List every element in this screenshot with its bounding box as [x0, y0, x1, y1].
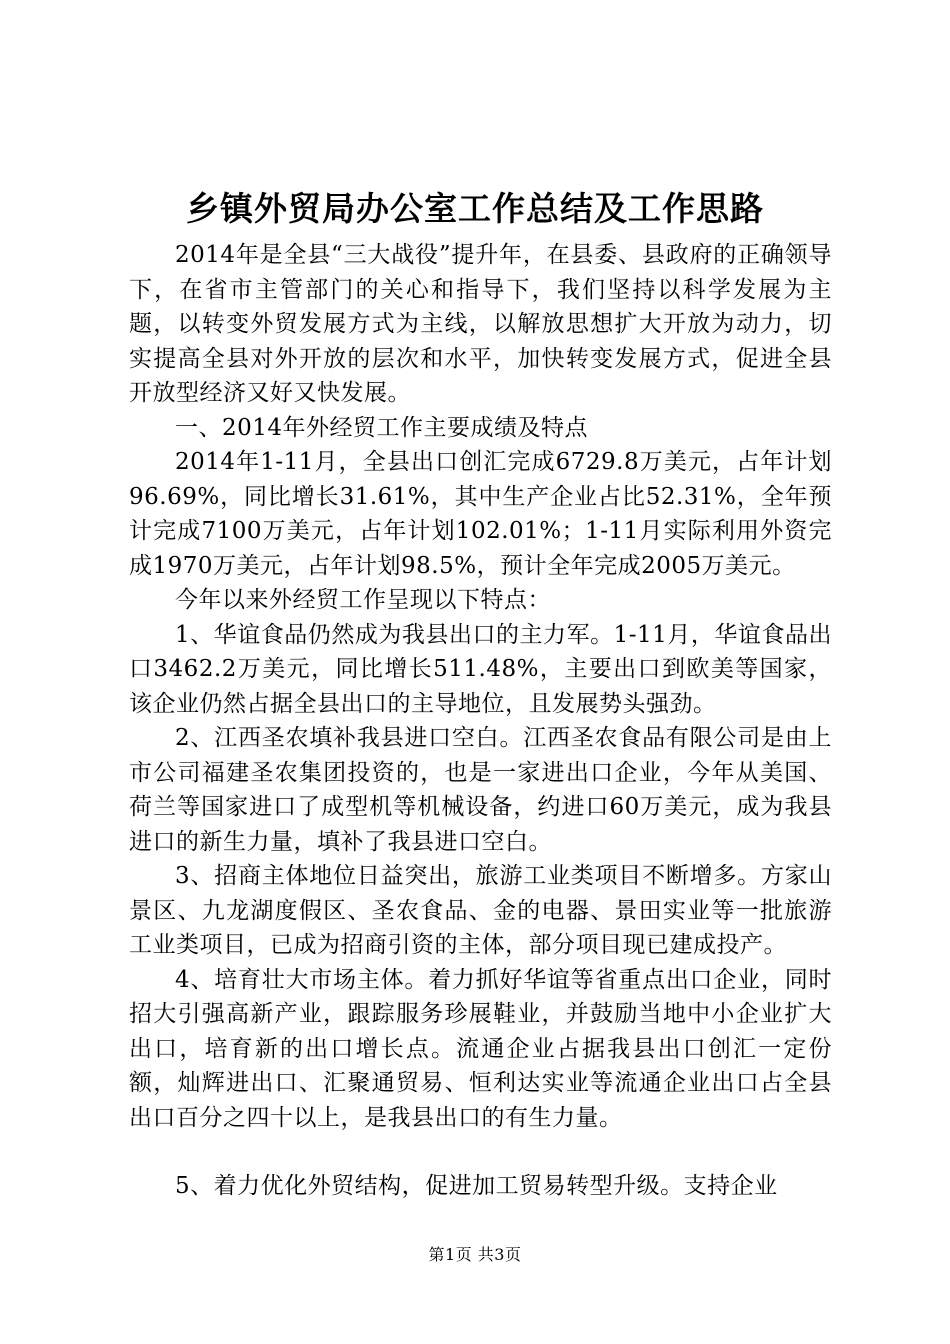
document-body [129, 238, 832, 1204]
section-heading-1: 一、2014年外经贸工作主要成绩及特点 [175, 414, 589, 441]
page-number: 第1页 共3页 [428, 1245, 522, 1264]
document-title: 乡镇外贸局办公室工作总结及工作思路 [186, 189, 764, 228]
paragraph-features-intro: 今年以来外经贸工作呈现以下特点： [175, 587, 551, 613]
paragraph-feature-3: 3、招商主体地位日益突出，旅游工业类项目不断增多。方家山景区、九龙湖度假区、圣农食品、金的电器、景田实业等一批旅游工业类项目，已成为招商引资的主体，部分项目现已建成投产。 [129, 863, 832, 958]
paragraph-feature-1: 1、华谊食品仍然成为我县出口的主力军。1-11月，华谊食品出口3462.2万美元，同比增长511.48%，主要出口到欧美等国家，该企业仍然占据全县出口的主导地位，且发展势头强劲。 [129, 621, 832, 717]
paragraph-intro: 2014年是全县“三大战役”提升年，在县委、县政府的正确领导下，在省市主管部门的关心和指导下，我们坚持以科学发展为主题，以转变外贸发展方式为主线，以解放思想扩大开放为动力，切实提高全县对外开放的层次和水平，加快转变发展方式，促进全县开放型经济又好又快发展。 [129, 242, 832, 406]
paragraph-feature-5: 5、着力优化外贸结构，促进加工贸易转型升级。支持企业 [175, 1173, 778, 1199]
paragraph-results: 2014年1-11月，全县出口创汇完成6729.8万美元，占年计划96.69%，同比增长31.61%，其中生产企业占比52.31%，全年预计完成7100万美元，占年计划102.01%；1-11月实际利用外资完成1970万美元，占年计划98.5%，预计全年完成2005万美元。 [129, 449, 832, 579]
paragraph-feature-4: 4、培育壮大市场主体。着力抓好华谊等省重点出口企业，同时招大引强高新产业，跟踪服务珍展鞋业，并鼓励当地中小企业扩大出口，培育新的出口增长点。流通企业占据我县出口创汇一定份额，灿辉进出口、汇聚通贸易、恒利达实业等流通企业出口占全县出口百分之四十以上，是我县出口的有生力量。 [129, 966, 832, 1131]
paragraph-feature-2: 2、江西圣农填补我县进口空白。江西圣农食品有限公司是由上市公司福建圣农集团投资的，也是一家进出口企业，今年从美国、荷兰等国家进口了成型机等机械设备，约进口60万美元，成为我县进口的新生力量，填补了我县进口空白。 [129, 725, 832, 855]
